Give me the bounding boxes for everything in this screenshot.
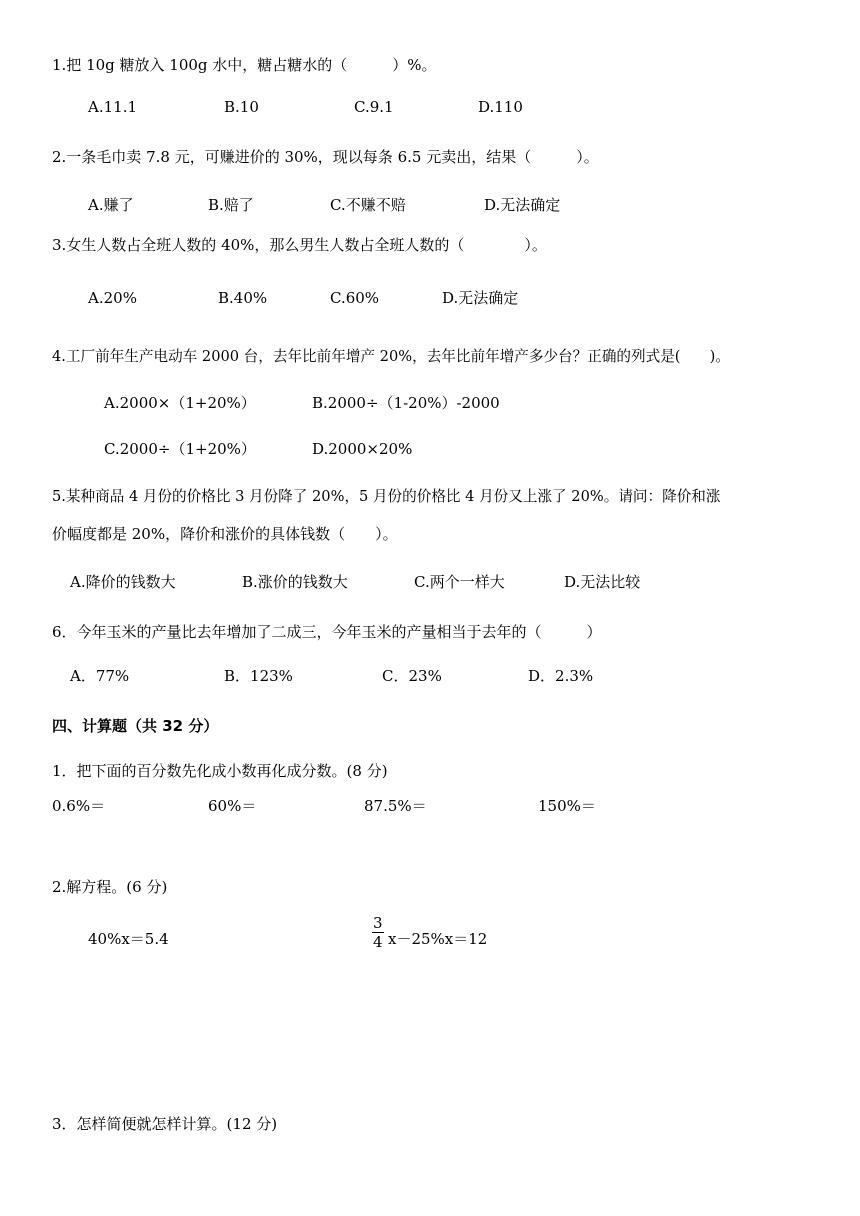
q2-option-a: A.赚了 <box>88 196 134 214</box>
conversion-item-4: 150%＝ <box>538 797 596 815</box>
question-5-text-line2: 价幅度都是 20%，降价和涨价的具体钱数（ ）。 <box>52 525 398 543</box>
q5-option-a: A.降价的钱数大 <box>70 573 176 591</box>
equation-2-rest: x－25%x＝12 <box>388 930 488 948</box>
q2-option-d: D.无法确定 <box>484 196 561 214</box>
q4-option-a: A.2000×（1+20%） <box>104 394 256 412</box>
q6-option-b: B．123% <box>224 667 293 685</box>
question-6-text: 6．今年玉米的产量比去年增加了二成三，今年玉米的产量相当于去年的（ ） <box>52 623 602 641</box>
q5-option-c: C.两个一样大 <box>414 573 505 591</box>
q3-option-a: A.20% <box>88 289 137 307</box>
q3-option-d: D.无法确定 <box>442 289 519 307</box>
q4-option-c: C.2000÷（1+20%） <box>104 440 256 458</box>
conversion-item-2: 60%＝ <box>208 797 257 815</box>
q4-option-d: D.2000×20% <box>312 440 413 458</box>
equation-1: 40%x＝5.4 <box>88 930 169 948</box>
q6-option-c: C．23% <box>382 667 442 685</box>
question-5-text-line1: 5.某种商品 4 月份的价格比 3 月份降了 20%，5 月份的价格比 4 月份又上涨了 20%。请问：降价和涨 <box>52 488 721 505</box>
part-2-title: 2.解方程。(6 分) <box>52 878 168 896</box>
q3-option-c: C.60% <box>330 289 380 307</box>
q4-option-b: B.2000÷（1-20%）-2000 <box>312 394 500 412</box>
part-1-title: 1．把下面的百分数先化成小数再化成分数。(8 分) <box>52 762 388 780</box>
q2-option-c: C.不赚不赔 <box>330 196 406 214</box>
fraction-numerator: 3 <box>373 914 383 932</box>
question-3-text: 3.女生人数占全班人数的 40%，那么男生人数占全班人数的（ ）。 <box>52 236 547 254</box>
q6-option-a: A．77% <box>70 667 130 685</box>
fraction-denominator: 4 <box>373 933 383 951</box>
equation-2-fraction <box>372 914 384 951</box>
question-1-text: 1.把 10g 糖放入 100g 水中，糖占糖水的（ ）%。 <box>52 56 437 74</box>
q1-option-c: C.9.1 <box>354 98 394 116</box>
q6-option-d: D．2.3% <box>528 667 594 685</box>
conversion-item-1: 0.6%＝ <box>52 797 106 815</box>
q1-option-a: A.11.1 <box>88 98 137 116</box>
q5-option-b: B.涨价的钱数大 <box>242 573 348 591</box>
section-4-heading: 四、计算题（共 32 分） <box>52 717 219 735</box>
q1-option-d: D.110 <box>478 98 523 116</box>
q5-option-d: D.无法比较 <box>564 573 641 591</box>
question-2-text: 2.一条毛巾卖 7.8 元，可赚进价的 30%，现以每条 6.5 元卖出，结果（ ）。 <box>52 148 599 166</box>
conversion-item-3: 87.5%＝ <box>364 797 427 815</box>
q2-option-b: B.赔了 <box>208 196 254 214</box>
question-4-text: 4.工厂前年生产电动车 2000 台，去年比前年增产 20%，去年比前年增产多少台？正确的列式是( )。 <box>52 348 730 365</box>
q1-option-b: B.10 <box>224 98 259 116</box>
q3-option-b: B.40% <box>218 289 268 307</box>
part-3-title: 3．怎样简便就怎样计算。(12 分) <box>52 1115 278 1133</box>
